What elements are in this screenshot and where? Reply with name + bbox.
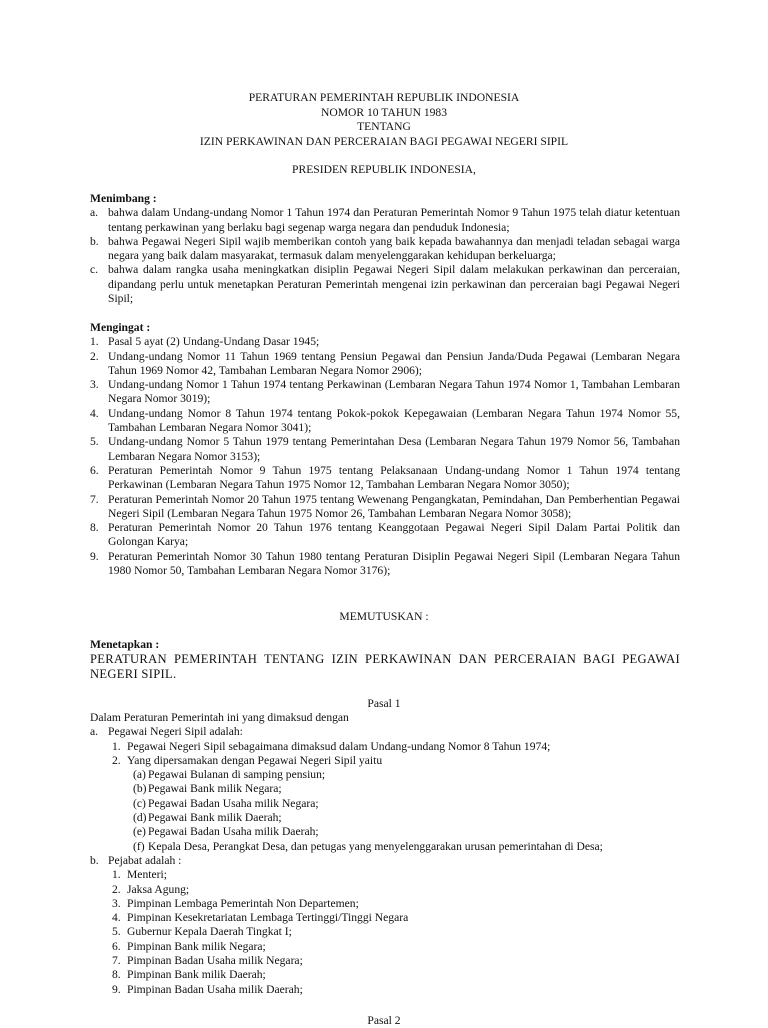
list-item [90, 897, 680, 911]
list-item [90, 740, 680, 754]
item-text: Pimpinan Kesekretariatan Lembaga Tertinggi/Tinggi Negara [127, 911, 409, 925]
item-marker: (c) [133, 796, 146, 810]
item-text: Undang-undang Nomor 8 Tahun 1974 tentang Pokok-pokok Kepegawaian (Lembaran Negara Tahun 1974 Nomor 55, Tambahan Lembaran Negara Nomor 3041); [108, 406, 680, 435]
item-marker: 8. [90, 521, 99, 535]
mengingat-item [90, 350, 680, 379]
list-item [90, 825, 680, 839]
item-marker: 6. [90, 463, 99, 477]
item-text: Pimpinan Badan Usaha milik Negara; [127, 954, 303, 968]
item-text: Yang dipersamakan dengan Pegawai Negeri Sipil yaitu [127, 753, 383, 767]
item-marker: 1. [112, 868, 121, 882]
item-text: Peraturan Pemerintah Nomor 9 Tahun 1975 tentang Pelaksanaan Undang-undang Nomor 1 Tahun 1974 tentang Perkawinan (Lembaran Negara Tahun 1975 Nomor 12, Tambahan Lembaran Negara Nomor 3050); [108, 463, 680, 492]
item-text: Undang-undang Nomor 5 Tahun 1979 tentang Pemerintahan Desa (Lembaran Negara Tahun 1979 Nomor 56, Tambahan Lembaran Negara Nomor 3153); [108, 435, 680, 463]
item-text: Pegawai Bank milik Daerah; [148, 811, 282, 825]
item-text: Undang-undang Nomor 11 Tahun 1969 tentang Pensiun Pegawai dan Pensiun Janda/Duda Pegawai (Lembaran Negara Tahun 1969 Nomor 42, Tambahan Lembaran Negara Nomor 2906); [108, 349, 680, 377]
menimbang-item [90, 263, 680, 306]
item-marker: 2. [90, 349, 99, 363]
pasal-1-intro: Dalam Peraturan Pemerintah ini yang dimaksud dengan [90, 711, 349, 724]
item-marker: 2. [112, 882, 121, 896]
item-marker: 9. [112, 982, 121, 996]
menetapkan-section [90, 638, 680, 682]
list-item [90, 940, 680, 954]
item-text: bahwa dalam rangka usaha meningkatkan disiplin Pegawai Negeri Sipil dalam melakukan perkawinan dan perceraian, dipandang perlu untuk menetapkan Peraturan Pemerintah mengenai izin perkawinan dan perceraian bagi Pegawai Negeri Sipil; [108, 263, 680, 306]
item-marker: 9. [90, 549, 99, 563]
item-marker: a. [90, 206, 99, 220]
header-line-4: IZIN PERKAWINAN DAN PERCERAIAN BAGI PEGAWAI NEGERI SIPIL [199, 134, 569, 148]
list-item [90, 925, 680, 939]
pasal-1-item-b [90, 854, 680, 868]
item-marker: 4. [112, 911, 121, 925]
item-marker: (d) [133, 811, 147, 825]
item-marker: a. [90, 725, 99, 739]
list-item [90, 782, 680, 796]
item-marker: (e) [133, 825, 146, 839]
list-item [90, 911, 680, 925]
item-marker: 4. [90, 406, 99, 420]
list-item [90, 797, 680, 811]
list-item [90, 968, 680, 982]
menimbang-heading: Menimbang : [90, 192, 157, 205]
mengingat-section [90, 321, 680, 578]
president-line: PRESIDEN REPUBLIK INDONESIA, [292, 163, 476, 176]
mengingat-item [90, 335, 680, 349]
item-text: Pimpinan Badan Usaha milik Daerah; [127, 982, 303, 996]
item-text: Pegawai Negeri Sipil sebagaimana dimaksud dalam Undang-undang Nomor 8 Tahun 1974; [127, 739, 551, 753]
pasal-2-title: Pasal 2 [367, 1014, 401, 1027]
mengingat-item [90, 435, 680, 464]
item-text: Gubernur Kepala Daerah Tingkat I; [127, 925, 292, 939]
item-text: Pegawai Badan Usaha milik Daerah; [148, 825, 319, 839]
item-marker: c. [90, 263, 99, 277]
item-text: Peraturan Pemerintah Nomor 20 Tahun 1976 tentang Keanggotaan Pegawai Negeri Sipil Dalam Partai Politik dan Golongan Karya; [108, 521, 680, 549]
item-marker: 1. [90, 335, 99, 349]
list-item [90, 868, 680, 882]
item-marker: (a) [133, 768, 146, 782]
item-marker: 2. [112, 753, 121, 767]
list-item [90, 883, 680, 897]
item-text: Pimpinan Bank milik Daerah; [127, 968, 266, 982]
list-item [90, 983, 680, 997]
mengingat-item [90, 407, 680, 436]
item-text: Peraturan Pemerintah Nomor 20 Tahun 1975 tentang Wewenang Pengangkatan, Pemindahan, Dan Pemberhentian Pegawai Negeri Sipil (Lembaran Negara Tahun 1975 Nomor 26, Tambahan Lembaran Negara Nomor 3058); [108, 492, 680, 520]
mengingat-heading: Mengingat : [90, 321, 151, 334]
menetapkan-text: PERATURAN PEMERINTAH TENTANG IZIN PERKAWINAN DAN PERCERAIAN BAGI PEGAWAI NEGERI SIPIL. [90, 652, 680, 682]
list-item [90, 954, 680, 968]
item-marker: b. [90, 234, 99, 248]
item-text: bahwa dalam Undang-undang Nomor 1 Tahun 1974 dan Peraturan Pemerintah Nomor 9 Tahun 1975 telah diatur ketentuan tentang perkawinan yang berlaku bagi segenap warga negara dan penduduk Indonesia; [108, 206, 680, 234]
item-marker: 7. [90, 492, 99, 506]
item-text: Undang-undang Nomor 1 Tahun 1974 tentang Perkawinan (Lembaran Negara Tahun 1974 Nomor 1, Tambahan Lembaran Negara Nomor 3019); [108, 378, 680, 406]
pasal-1-title: Pasal 1 [367, 697, 401, 710]
item-marker: 3. [112, 896, 121, 910]
mengingat-item [90, 378, 680, 407]
document-header [0, 91, 768, 149]
memutuskan-heading: MEMUTUSKAN : [339, 610, 429, 623]
item-text: Pimpinan Bank milik Negara; [127, 939, 266, 953]
item-marker: 5. [112, 925, 121, 939]
item-marker: 3. [90, 378, 99, 392]
item-marker: 7. [112, 954, 121, 968]
item-text: Pegawai Bulanan di samping pensiun; [148, 768, 326, 782]
menetapkan-heading: Menetapkan : [90, 638, 160, 651]
item-text: Pegawai Negeri Sipil adalah: [108, 725, 243, 739]
mengingat-item [90, 521, 680, 550]
header-line-2: NOMOR 10 TAHUN 1983 [320, 105, 448, 119]
menimbang-item [90, 235, 680, 264]
menimbang-item [90, 206, 680, 235]
item-text: Peraturan Pemerintah Nomor 30 Tahun 1980 tentang Peraturan Disiplin Pegawai Negeri Sipil (Lembaran Negara Tahun 1980 Nomor 50, Tambahan Lembaran Negara Nomor 3176); [108, 549, 680, 578]
mengingat-item [90, 493, 680, 522]
list-item [90, 811, 680, 825]
item-marker: 1. [112, 739, 121, 753]
item-marker: (f) [133, 839, 145, 853]
list-item [90, 768, 680, 782]
item-text: Pejabat adalah : [108, 853, 182, 867]
item-text: Menteri; [127, 868, 167, 882]
item-marker: (b) [133, 782, 147, 796]
item-text: Pegawai Bank milik Negara; [148, 782, 282, 796]
header-line-3: TENTANG [357, 120, 411, 133]
item-marker: 8. [112, 968, 121, 982]
list-item [90, 840, 680, 854]
pasal-1-item-a [90, 725, 680, 739]
item-marker: 6. [112, 939, 121, 953]
item-marker: 5. [90, 435, 99, 449]
header-line-1: PERATURAN PEMERINTAH REPUBLIK INDONESIA [248, 91, 520, 104]
menimbang-section [90, 192, 680, 306]
mengingat-item [90, 550, 680, 579]
mengingat-item [90, 464, 680, 493]
item-text: bahwa Pegawai Negeri Sipil wajib memberikan contoh yang baik kepada bawahannya dan menjadi teladan sebagai warga negara yang baik dalam masyarakat, termasuk dalam menyelenggarakan kehidupan berkeluarga; [108, 234, 680, 263]
item-text: Pasal 5 ayat (2) Undang-Undang Dasar 1945; [108, 335, 320, 349]
pasal-1-body [90, 711, 680, 997]
item-text: Pimpinan Lembaga Pemerintah Non Departemen; [127, 896, 359, 910]
item-text: Jaksa Agung; [127, 882, 190, 896]
item-text: Kepala Desa, Perangkat Desa, dan petugas yang menyelenggarakan urusan pemerintahan di Desa; [148, 839, 603, 853]
item-marker: b. [90, 853, 99, 867]
list-item [90, 754, 680, 768]
item-text: Pegawai Badan Usaha milik Negara; [148, 796, 319, 810]
